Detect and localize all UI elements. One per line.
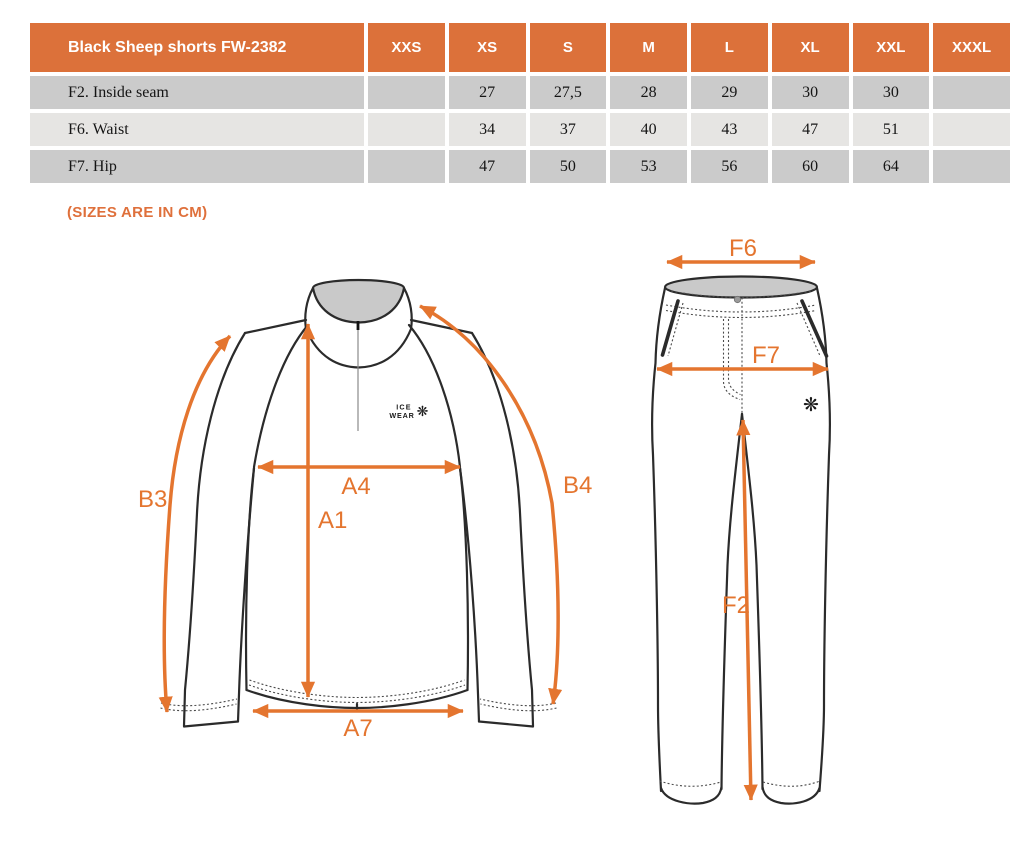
measure-a7 [253,711,463,742]
col-header-xl: XL [772,23,849,72]
measure-f2 [722,420,751,800]
shirt-diagram [138,280,592,742]
shirt-cuff-left [184,722,238,727]
shirt-raglan-seam-right [409,325,460,467]
measure-b4-label: B4 [563,472,593,499]
row-label: F6. Waist [30,113,364,146]
cell [368,76,445,109]
cell: 27 [449,76,526,109]
shirt-collar-inner [313,280,404,323]
snowflake-icon: ❋ [803,395,819,416]
col-header-xs: XS [449,23,526,72]
row-label: F2. Inside seam [30,76,364,109]
pants-waist-stitch [666,305,816,312]
logo-text-wear: WEAR [389,411,415,420]
measure-b3 [138,336,230,712]
pants-diagram [652,235,830,804]
cell: 50 [530,150,607,183]
shirt-sleeve-outer-right [472,333,533,726]
pants-pocket-stitch [797,303,821,357]
table-row [30,113,1010,146]
pants-fly-stitch [729,319,741,395]
cell [368,150,445,183]
measure-f6 [667,235,815,262]
cell [933,113,1010,146]
cell: 34 [449,113,526,146]
measure-a4-label: A4 [341,473,371,500]
pants-waist-stitch [666,311,816,318]
shirt-shoulder-right [411,320,472,333]
pants-outer-right [817,288,830,791]
measure-b3-label: B3 [138,486,168,513]
shirt-hem-stitch [250,680,465,698]
pants-hem-stitch [763,781,820,786]
shirt-cuff-stitch [161,699,237,706]
col-header-xxl: XXL [853,23,930,72]
row-label: F7. Hip [30,150,364,183]
table-header-row [30,23,1010,72]
cell: 28 [610,76,687,109]
pants-hem-stitch [660,781,722,786]
measure-b4 [420,306,592,704]
shirt-zipper-pull [357,321,360,330]
measure-f2-label: F2 [722,592,751,619]
shirt-cuff-stitch [481,704,557,711]
cell: 29 [691,76,768,109]
cell: 40 [610,113,687,146]
pants-button [734,296,740,302]
cell: 43 [691,113,768,146]
cell [933,76,1010,109]
pants-hem-left [661,787,722,804]
pants-pocket-right [802,301,827,356]
cell: 51 [853,113,930,146]
measure-a1 [308,324,347,697]
table-title: Black Sheep shorts FW-2382 [30,23,364,72]
cell [368,113,445,146]
table-row [30,76,1010,109]
cell: 60 [772,150,849,183]
cell: 30 [853,76,930,109]
logo-text-ice: ICE [396,402,412,412]
shirt-body-left [246,468,254,690]
shirt-raglan-seam-left [254,325,308,467]
measure-a7-label: A7 [343,715,373,742]
cell: 56 [691,150,768,183]
garment-diagrams [100,235,920,845]
cell: 27,5 [530,76,607,109]
cell: 47 [772,113,849,146]
col-header-xxs: XXS [368,23,445,72]
shirt-brand-logo [389,403,428,421]
cell [933,150,1010,183]
measure-a1-label: A1 [318,507,348,534]
measure-f6-label: F6 [729,235,758,262]
pants-outer-left [652,288,665,791]
cell: 37 [530,113,607,146]
cell: 30 [772,76,849,109]
pants-waist-opening [665,277,817,298]
col-header-l: L [691,23,768,72]
shirt-shoulder-left [245,320,306,333]
measure-f7-label: F7 [752,342,781,369]
sizes-unit-note: (SIZES ARE IN CM) [67,204,208,221]
col-header-m: M [610,23,687,72]
shirt-body-right [460,468,468,690]
col-header-s: S [530,23,607,72]
snowflake-icon: ❋ [416,403,429,419]
cell: 64 [853,150,930,183]
size-table [30,23,1010,183]
pants-hem-right [763,787,820,804]
measure-a4 [258,467,460,500]
shirt-cuff-right [479,722,533,727]
shirt-cuff-stitch [161,704,237,711]
measure-b4-arrow [420,306,558,704]
table-row [30,150,1010,183]
col-header-xxxl: XXXL [933,23,1010,72]
pants-fly-stitch [724,319,741,400]
shirt-cuff-stitch [480,699,556,706]
cell: 47 [449,150,526,183]
cell: 53 [610,150,687,183]
